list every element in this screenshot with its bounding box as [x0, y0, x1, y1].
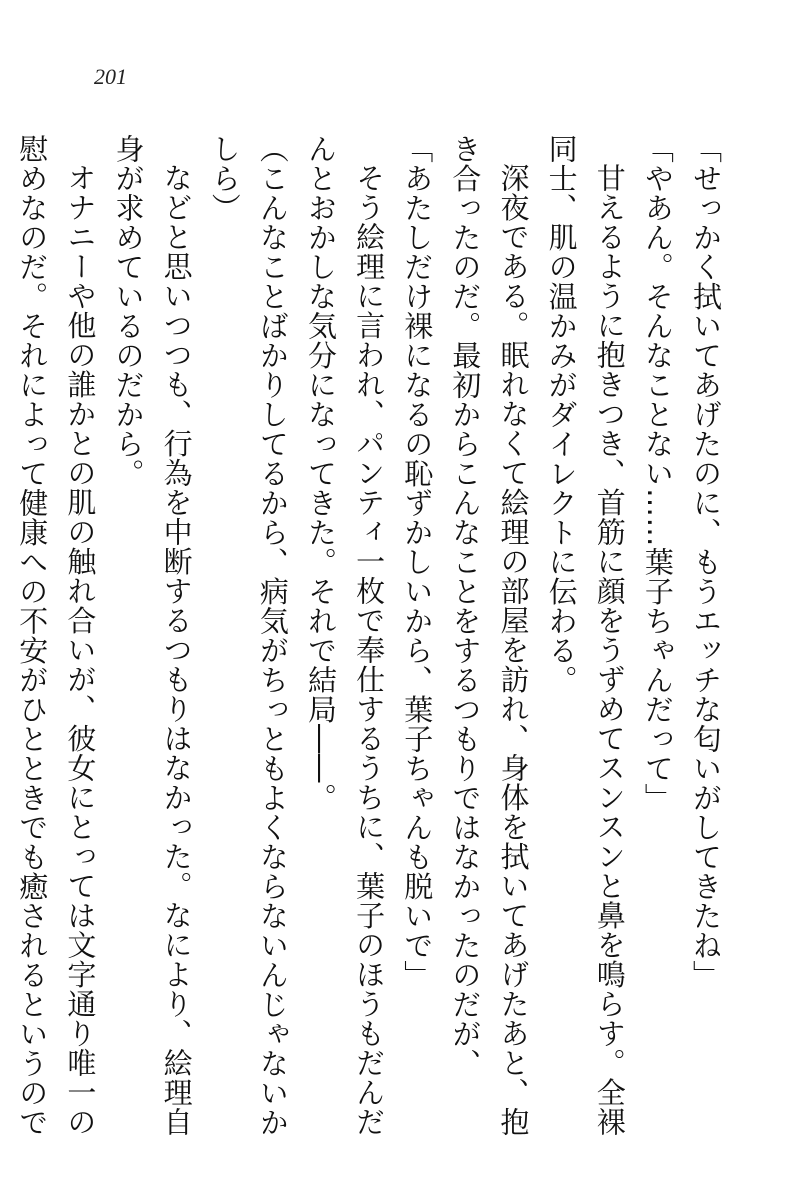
vertical-text-body [15, 134, 730, 1144]
paragraph: 甘えるように抱きつき、首筋に顔をうずめてスンスンと鼻を鳴らす。全裸同士、肌の温かみがダイレクトに伝わる。 [544, 134, 627, 1137]
paragraph: 深夜である。眠れなくて絵理の部屋を訪れ、身体を拭いてあげたあと、抱き合ったのだ。最初からこんなことをするつもりではなかったのだが、 [448, 134, 531, 1137]
paragraph: （こんなことばかりしてるから、病気がちっともよくならないんじゃないかしら） [207, 134, 290, 1137]
paragraph: 「あたしだけ裸になるの恥ずかしいから、葉子ちゃんも脱いで」 [400, 134, 435, 990]
paragraph: 「やあん。そんなことない……葉子ちゃんだって」 [640, 134, 675, 813]
paragraph: 「せっかく拭いてあげたのに、もうエッチな匂いがしてきたね」 [689, 134, 723, 990]
paragraph: などと思いつつも、行為を中断するつもりはなかった。なにより、絵理自身が求めているのだから。 [111, 134, 194, 1137]
paragraph: オナニーや他の誰かとの肌の触れ合いが、彼女にとっては文字通り唯一の慰めなのだ。それによって健康への不安がひとときでも癒されるというので [15, 134, 98, 1137]
page-number: 201 [94, 64, 127, 89]
paragraph: そう絵理に言われ、パンティ一枚で奉仕するうちに、葉子のほうもだんだんとおかしな気分になってきた。それで結局――。 [304, 134, 387, 1137]
